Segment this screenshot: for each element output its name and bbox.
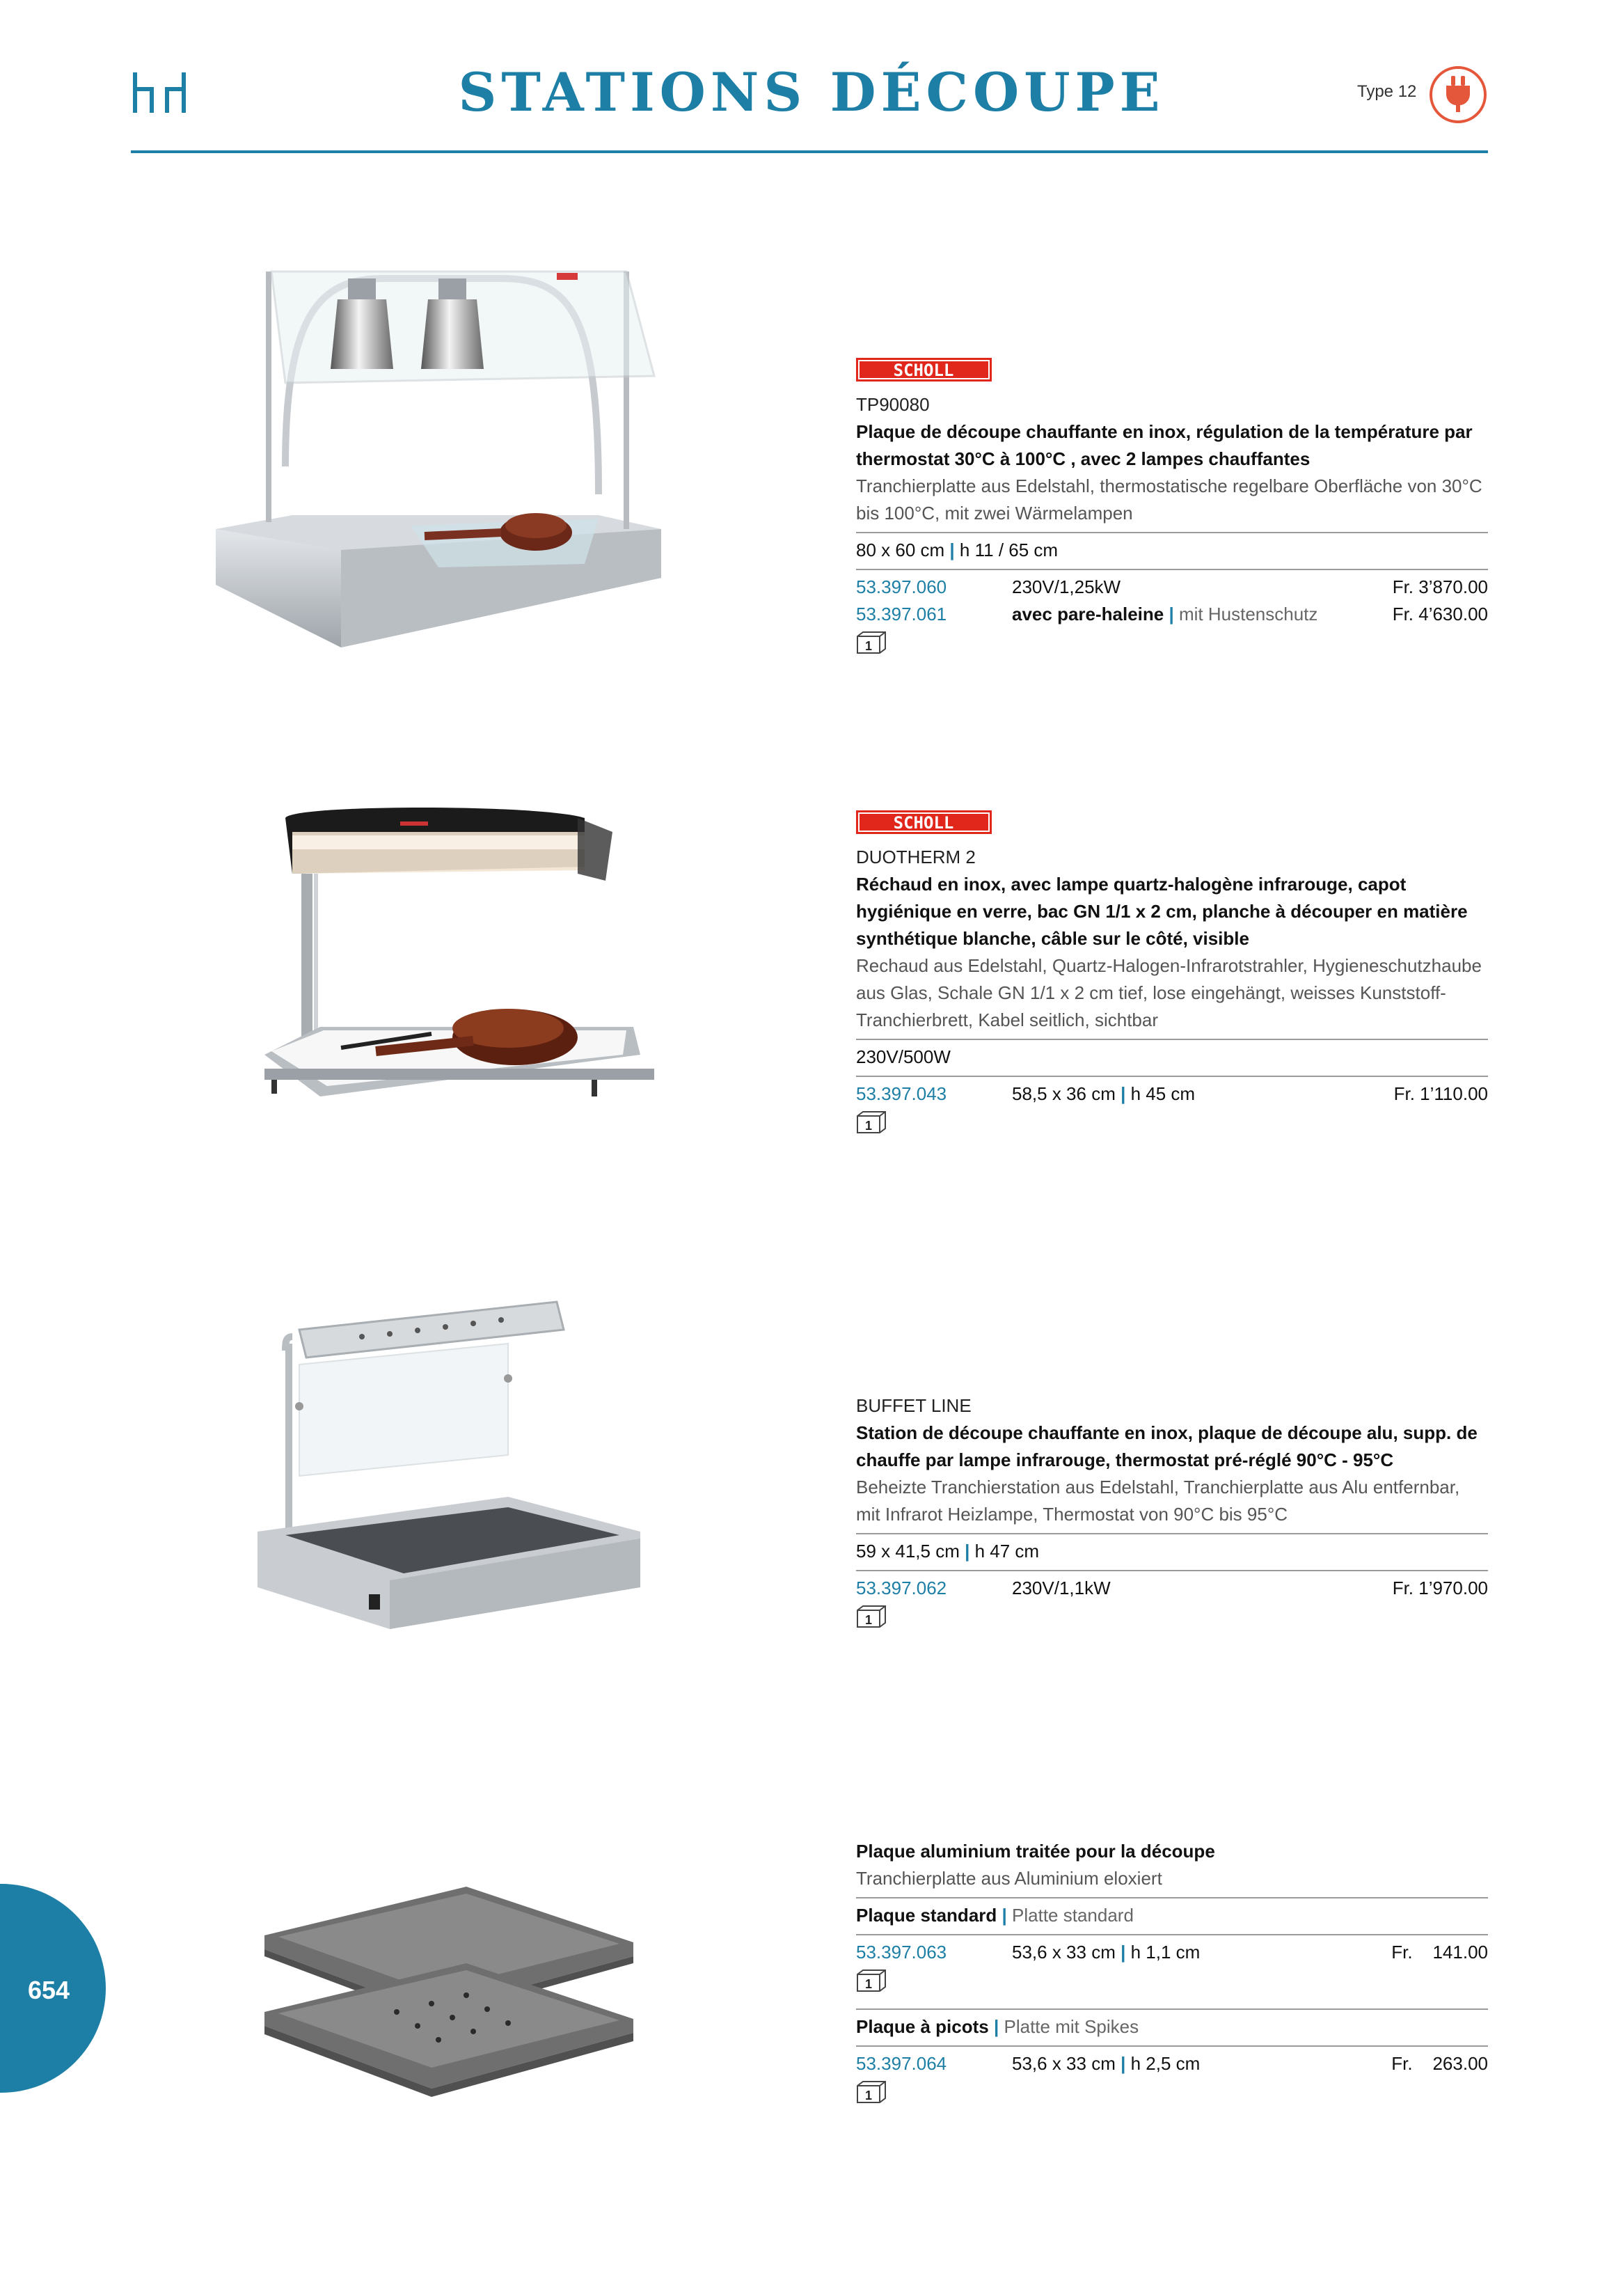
variant-label: Plaque à picots | Platte mit Spikes [856, 2016, 1139, 2037]
divider [856, 2045, 1488, 2047]
article-desc: 230V/1,1kW [1012, 1578, 1111, 1598]
product-desc-de: Rechaud aus Edelstahl, Quartz-Halogen-Infrarotstrahler, Hygieneschutzhaube aus Glas, Schale GN 1/1 x 2 cm tief, lose eingehängt, weisses Kunststoff-Tranchierbrett, Kabel seitlich, sichtbar [856, 955, 1482, 1030]
article-desc: 53,6 x 33 cm | h 1,1 cm [1012, 1942, 1201, 1963]
divider [856, 532, 1488, 533]
product-duotherm-2 [856, 810, 1488, 1138]
divider [856, 1076, 1488, 1077]
price-row [856, 574, 1488, 601]
type-label: Type 12 [1357, 82, 1417, 101]
svg-text:SCHOLL: SCHOLL [893, 813, 954, 833]
product-image-buffet-line [258, 1295, 647, 1657]
page-title: STATIONS DÉCOUPE [458, 61, 1165, 123]
article-price: Fr. 263.00 [1391, 2053, 1488, 2074]
product-model: DUOTHERM 2 [856, 847, 976, 867]
header-rule [131, 150, 1488, 153]
product-desc-de: Tranchierplatte aus Edelstahl, thermostatische regelbare Oberfläche von 30°C bis 100°C, mit zwei Wärmelampen [856, 475, 1482, 524]
article-code: 53.397.064 [856, 2053, 947, 2074]
package-box-icon [856, 1969, 887, 1992]
package-box-icon [856, 1110, 887, 1134]
svg-text:SCHOLL: SCHOLL [893, 361, 954, 380]
product-image-aluminium-plates [258, 1880, 640, 2116]
product-spec: 230V/500W [856, 1046, 951, 1067]
price-row [856, 1080, 1488, 1108]
article-price: Fr. 1’110.00 [1393, 1083, 1488, 1104]
product-spec: 80 x 60 cm | h 11 / 65 cm [856, 540, 1059, 560]
price-row [856, 1939, 1488, 1966]
page-number: 654 [28, 1976, 70, 2004]
product-desc-fr: Réchaud en inox, avec lampe quartz-halogène infrarouge, capot hygiénique en verre, bac GN 1/1 x 2 cm, planche à découper en matière synthétique blanche, câble sur le côté, visible [856, 874, 1468, 949]
product-image-duotherm-2 [251, 804, 668, 1145]
product-desc-de: Beheizte Tranchierstation aus Edelstahl, Tranchierplatte aus Alu entfernbar, mit Infrarot Heizlampe, Thermostat von 90°C bis 95°C [856, 1477, 1460, 1525]
price-row [856, 2050, 1488, 2077]
article-desc: 53,6 x 33 cm | h 2,5 cm [1012, 2053, 1201, 2074]
product-desc-de: Tranchierplatte aus Aluminium eloxiert [856, 1868, 1162, 1889]
product-image-tp90080 [209, 258, 668, 661]
svg-text:1: 1 [864, 1613, 873, 1627]
product-desc-fr: Plaque aluminium traitée pour la découpe [856, 1841, 1215, 1862]
article-code: 53.397.063 [856, 1942, 947, 1963]
article-price: Fr. 4’630.00 [1392, 604, 1488, 624]
product-buffet-line [856, 1392, 1488, 1632]
package-box-icon [856, 1605, 887, 1628]
product-model: TP90080 [856, 394, 930, 415]
article-desc: avec pare-haleine | mit Hustenschutz [1012, 604, 1318, 624]
article-code: 53.397.060 [856, 576, 947, 597]
divider [856, 1897, 1488, 1898]
scholl-brand-logo [856, 810, 992, 834]
package-box-icon [856, 631, 887, 654]
article-desc: 58,5 x 36 cm | h 45 cm [1012, 1083, 1196, 1104]
divider [856, 1533, 1488, 1534]
article-code: 53.397.061 [856, 604, 947, 624]
product-aluminium-plates [856, 1838, 1488, 2107]
svg-text:1: 1 [864, 1977, 873, 1991]
price-row [856, 1575, 1488, 1602]
divider [856, 2008, 1488, 2010]
variant-label: Plaque standard | Platte standard [856, 1905, 1134, 1926]
package-box-icon [856, 2080, 887, 2104]
divider [856, 569, 1488, 570]
svg-text:1: 1 [864, 2089, 873, 2102]
article-price: Fr. 141.00 [1391, 1942, 1488, 1963]
scholl-brand-logo [856, 358, 992, 382]
article-desc: 230V/1,25kW [1012, 576, 1121, 597]
product-tp90080 [856, 358, 1488, 658]
product-desc-fr: Station de découpe chauffante en inox, plaque de découpe alu, supp. de chauffe par lampe infrarouge, thermostat pré-réglé 90°C - 95°C [856, 1422, 1478, 1470]
price-row [856, 601, 1488, 628]
product-spec: 59 x 41,5 cm | h 47 cm [856, 1541, 1040, 1562]
product-model: BUFFET LINE [856, 1395, 972, 1416]
article-code: 53.397.062 [856, 1578, 947, 1598]
article-price: Fr. 3’870.00 [1392, 576, 1488, 597]
article-price: Fr. 1’970.00 [1392, 1578, 1488, 1598]
divider [856, 1039, 1488, 1040]
divider [856, 1570, 1488, 1571]
divider [856, 1934, 1488, 1935]
svg-text:1: 1 [864, 1119, 873, 1133]
plug-icon [1428, 65, 1488, 125]
article-code: 53.397.043 [856, 1083, 947, 1104]
svg-text:1: 1 [864, 639, 873, 653]
product-desc-fr: Plaque de découpe chauffante en inox, régulation de la température par thermostat 30°C à 100°C , avec 2 lampes chauffantes [856, 421, 1473, 469]
